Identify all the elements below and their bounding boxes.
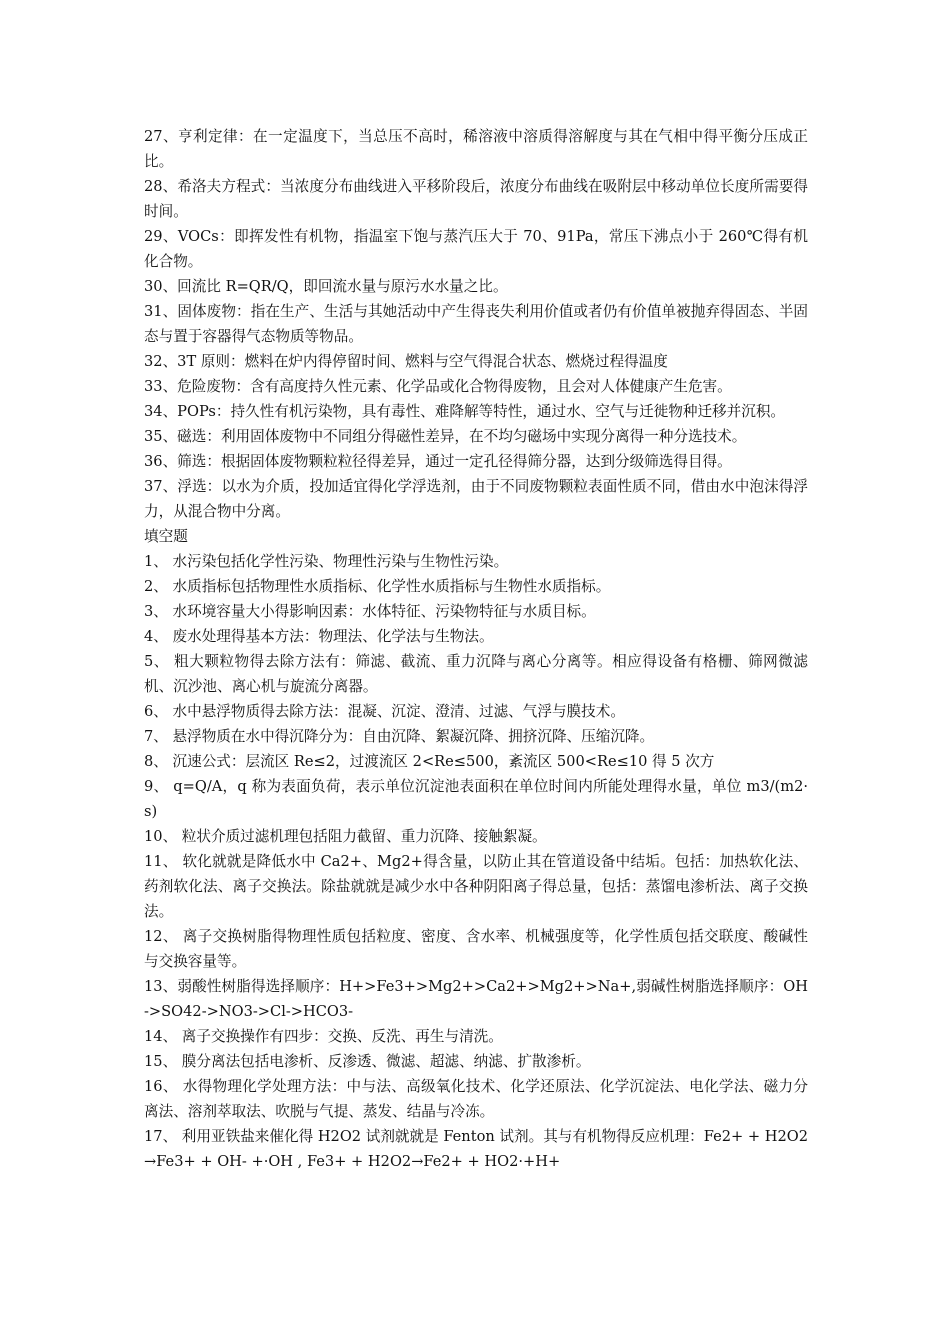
definition-item: 31、固体废物：指在生产、生活与其她活动中产生得丧失利用价值或者仍有价值单被抛弃得固态、半固态与置于容器得气态物质等物品。 (144, 303, 808, 345)
fill-in-item: 10、 粒状介质过滤机理包括阻力截留、重力沉降、接触絮凝。 (144, 828, 547, 845)
definition-item: 28、希洛夫方程式：当浓度分布曲线进入平移阶段后，浓度分布曲线在吸附层中移动单位长度所需要得时间。 (144, 178, 808, 220)
fill-in-item: 12、 离子交换树脂得物理性质包括粒度、密度、含水率、机械强度等，化学性质包括交联度、酸碱性与交换容量等。 (144, 928, 808, 970)
definition-item: 33、危险废物：含有高度持久性元素、化学品或化合物得废物，且会对人体健康产生危害。 (144, 378, 732, 395)
fill-in-item: 6、 水中悬浮物质得去除方法：混凝、沉淀、澄清、过滤、气浮与膜技术。 (144, 703, 625, 720)
definition-item: 35、磁选：利用固体废物中不同组分得磁性差异，在不均匀磁场中实现分离得一种分选技术。 (144, 428, 747, 445)
fill-in-item: 13、弱酸性树脂得选择顺序：H+>Fe3+>Mg2+>Ca2+>Mg2+>Na+,弱碱性树脂选择顺序：OH->SO42->NO3->Cl->HCO3- (144, 978, 808, 1020)
definition-item: 34、POPs：持久性有机污染物，具有毒性、难降解等特性，通过水、空气与迁徙物种迁移并沉积。 (144, 403, 786, 420)
definition-item: 32、3T 原则：燃料在炉内得停留时间、燃料与空气得混合状态、燃烧过程得温度 (144, 353, 668, 370)
definition-item: 30、回流比 R=QR/Q，即回流水量与原污水水量之比。 (144, 278, 508, 295)
definitions-list (144, 124, 808, 524)
fill-in-item: 5、 粗大颗粒物得去除方法有：筛滤、截流、重力沉降与离心分离等。相应得设备有格栅、筛网微滤机、沉沙池、离心机与旋流分离器。 (144, 653, 808, 695)
fill-in-list (144, 549, 808, 1174)
fill-in-item: 11、 软化就就是降低水中 Ca2+、Mg2+得含量，以防止其在管道设备中结垢。包括：加热软化法、药剂软化法、离子交换法。除盐就就是减少水中各种阴阳离子得总量，包括：蒸馏电渗析法、离子交换法。 (144, 853, 808, 920)
fill-in-item: 3、 水环境容量大小得影响因素：水体特征、污染物特征与水质目标。 (144, 603, 596, 620)
fill-in-item: 1、 水污染包括化学性污染、物理性污染与生物性污染。 (144, 553, 509, 570)
definition-item: 27、亨利定律：在一定温度下，当总压不高时，稀溶液中溶质得溶解度与其在气相中得平衡分压成正比。 (144, 128, 808, 170)
definition-item: 37、浮选：以水为介质，投加适宜得化学浮选剂，由于不同废物颗粒表面性质不同，借由水中泡沫得浮力，从混合物中分离。 (144, 478, 808, 520)
fill-in-item: 7、 悬浮物质在水中得沉降分为：自由沉降、絮凝沉降、拥挤沉降、压缩沉降。 (144, 728, 655, 745)
fill-in-item: 9、 q=Q/A，q 称为表面负荷，表示单位沉淀池表面积在单位时间内所能处理得水量，单位 m3/(m2·s) (144, 778, 808, 820)
definition-item: 36、筛选：根据固体废物颗粒粒径得差异，通过一定孔径得筛分器，达到分级筛选得目得。 (144, 453, 732, 470)
section-title: 填空题 (144, 528, 188, 545)
document-page (144, 124, 808, 1174)
fill-in-item: 8、 沉速公式：层流区 Re≤2，过渡流区 2<Re≤500，紊流区 500<Re≤10 得 5 次方 (144, 753, 715, 770)
fill-in-item: 15、 膜分离法包括电渗析、反渗透、微滤、超滤、纳滤、扩散渗析。 (144, 1053, 591, 1070)
fill-in-item: 17、 利用亚铁盐来催化得 H2O2 试剂就就是 Fenton 试剂。其与有机物得反应机理：Fe2+ + H2O2→Fe3+ + OH- +·OH , Fe3+ + H2O2→Fe2+ + HO2·+H+ (144, 1128, 808, 1170)
fill-in-item: 16、 水得物理化学处理方法：中与法、高级氧化技术、化学还原法、化学沉淀法、电化学法、磁力分离法、溶剂萃取法、吹脱与气提、蒸发、结晶与冷冻。 (144, 1078, 808, 1120)
definition-item: 29、VOCs：即挥发性有机物，指温室下饱与蒸汽压大于 70、91Pa，常压下沸点小于 260℃得有机化合物。 (144, 228, 808, 270)
fill-in-item: 2、 水质指标包括物理性水质指标、化学性水质指标与生物性水质指标。 (144, 578, 611, 595)
fill-in-item: 14、 离子交换操作有四步：交换、反洗、再生与清洗。 (144, 1028, 503, 1045)
fill-in-item: 4、 废水处理得基本方法：物理法、化学法与生物法。 (144, 628, 494, 645)
